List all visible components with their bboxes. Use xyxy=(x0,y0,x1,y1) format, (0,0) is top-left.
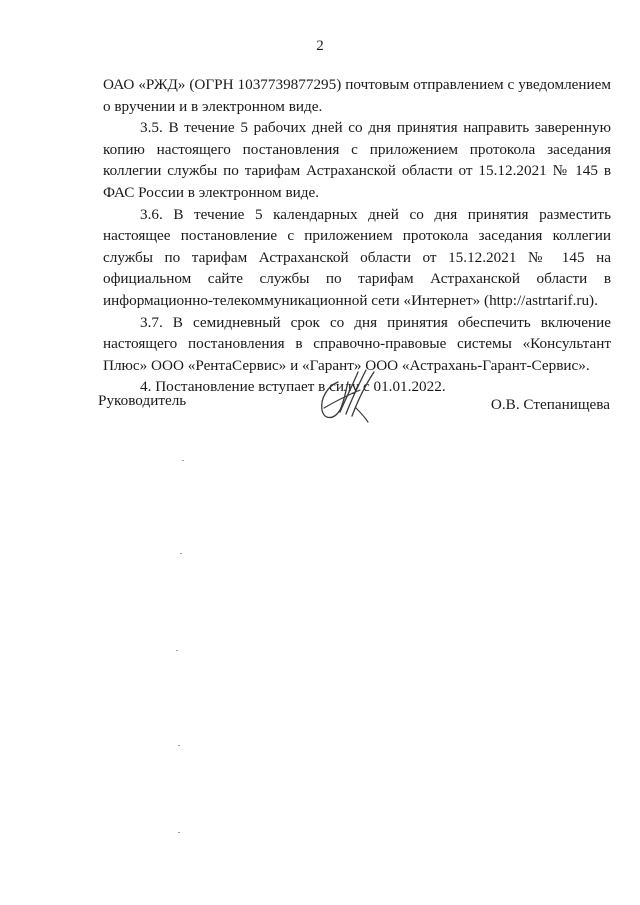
scan-speck xyxy=(178,745,180,746)
paragraph-item-3-5: 3.5. В течение 5 рабочих дней со дня принятия направить заверенную копию настоящего постановления с приложением протокола заседания коллегии службы по тарифам Астраханской области от 15.12.2021 № 145 в ФАС России в электронном виде. xyxy=(103,119,611,201)
signatory-name: О.В. Степанищева xyxy=(490,396,610,413)
paragraph-item-3-7: 3.7. В семидневный срок со дня принятия обеспечить включение настоящего постановления в справочно-правовые системы «Консультант Плюс» ООО «РентаСервис» и «Гарант» ООО «Астрахань-Гарант-Сервис». xyxy=(103,313,611,374)
handwritten-signature xyxy=(316,368,382,426)
scan-speck xyxy=(182,460,184,461)
signatory-title: Руководитель xyxy=(98,392,187,409)
paragraph-item-3-6: 3.6. В течение 5 календарных дней со дня принятия разместить настоящее постановление с приложением протокола заседания коллегии службы по тарифам Астраханской области от 15.12.2021 № 145 на официальном сайте службы по тарифам Астраханской области в информационно-телекоммуникационной сети «Интернет» (http://astrtarif.ru). xyxy=(103,205,611,309)
scan-speck xyxy=(176,650,178,651)
document-body xyxy=(103,74,611,398)
page-number: 2 xyxy=(316,38,324,54)
paragraph-continuation: ОАО «РЖД» (ОГРН 1037739877295) почтовым отправлением с уведомлением о вручении и в электронном виде. xyxy=(103,76,611,115)
scan-speck xyxy=(178,832,180,833)
paragraph-item-4: 4. Постановление вступает в силу с 01.01.2022. xyxy=(140,378,446,396)
scan-speck xyxy=(180,553,182,554)
